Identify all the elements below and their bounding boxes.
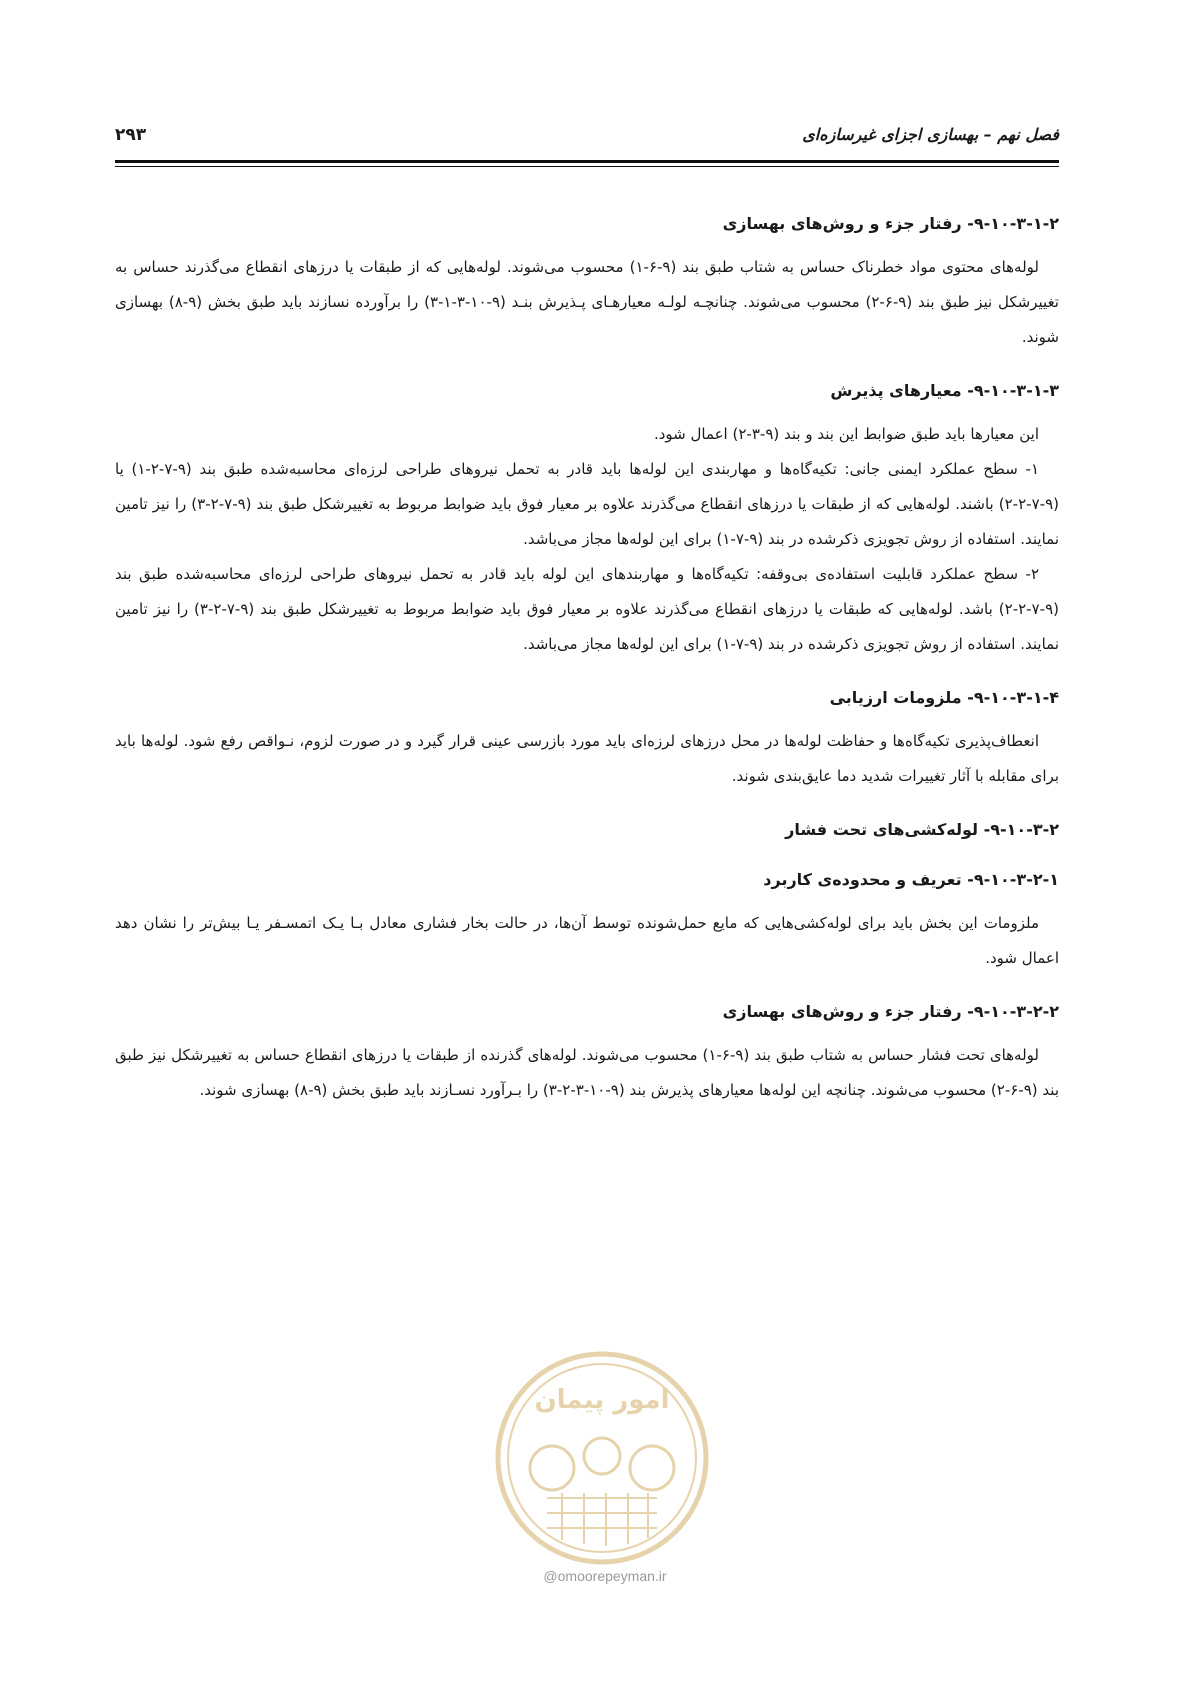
header-rule-thick [115,160,1059,163]
section-heading: ۹-۱۰-۳-۱-۴- ملزومات ارزیابی [829,688,1059,707]
watermark-seal-icon [492,1348,712,1568]
page-header [115,125,1059,155]
paragraph: ملزومات این بخش باید برای لوله‌کشی‌هایی که مایع حمل‌شونده توسط آن‌ها، در حالت بخار فشاری معادل بـا یـک اتمسـفر یـا بیش‌تر را نشان دهد اعمال شود. [115,914,1059,967]
section-heading: ۹-۱۰-۳-۲-۱- تعریف و محدوده‌ی کاربرد [763,870,1059,889]
section-heading: ۹-۱۰-۳-۲-۲- رفتار جزء و روش‌های بهسازی [722,1002,1059,1021]
paragraph: انعطاف‌پذیری تکیه‌گاه‌ها و حفاظت لوله‌ها در محل درزهای لرزه‌ای باید مورد بازرسی عینی قرار گیرد و در صورت لزوم، نـواقص رفع شود. لوله‌ها باید برای مقابله با آثار تغییرات شدید دما عایق‌بندی شوند. [115,732,1059,785]
paragraph: ۱- سطح عملکرد ایمنی جانی: تکیه‌گاه‌ها و مهاربندی این لوله‌ها باید قادر به تحمل نیروهای طراحی لرزه‌ای محاسبه‌شده طبق بند (۹-۷-۲-۱) یا (۹-۷-۲-۲) باشند. لوله‌هایی که از طبقات یا درزهای انقطاع می‌گذرند علاوه بر معیار فوق باید ضوابط مربوط به تغییرشکل طبق بند (۹-۷-۲-۳) را نیز تامین نمایند. استفاده از روش تجویزی ذکرشده در بند (۹-۷-۱) برای این لوله‌ها مجاز می‌باشد. [115,460,1059,548]
section-heading: ۹-۱۰-۳-۲- لوله‌کشی‌های تحت فشار [785,820,1059,839]
paragraph: ۲- سطح عملکرد قابلیت استفاده‌ی بی‌وقفه: تکیه‌گاه‌ها و مهاربندهای این لوله باید قادر به تحمل نیروهای طراحی لرزه‌ای محاسبه‌شده طبق بند (۹-۷-۲-۲) باشد. لوله‌هایی که طبقات یا درزهای انقطاع می‌گذرند علاوه بر معیار فوق باید ضوابط مربوط به تغییرشکل طبق بند (۹-۷-۲-۳) را نیز تامین نمایند. استفاده از روش تجویزی ذکرشده در بند (۹-۷-۱) برای این لوله‌ها مجاز می‌باشد. [115,565,1059,653]
watermark-url-text: omoorepeyman.ir [557,1568,667,1584]
paragraph: لوله‌های محتوی مواد خطرناک حساس به شتاب طبق بند (۹-۶-۱) محسوب می‌شوند. لوله‌هایی که از طبقات یا درزهای انقطاع می‌گذرند حساس به تغییرشکل نیز طبق بند (۹-۶-۲) محسوب می‌شوند. چنانچـه لولـه معیارهـای پـذیرش بنـد (۹-۱۰-۳-۱-۳) را برآورده نسازند باید طبق بخش (۹-۸) بهسازی شوند. [115,258,1059,346]
paragraph: لوله‌های تحت فشار حساس به شتاب طبق بند (۹-۶-۱) محسوب می‌شوند. لوله‌های گذرنده از طبقات یا درزهای انقطاع حساس به تغییرشکل نیز طبق بند (۹-۶-۲) محسوب می‌شوند. چنانچه این لوله‌ها معیارهای پذیرش بند (۹-۱۰-۳-۲-۳) را بـرآورد نسـازند باید طبق بخش (۹-۸) بهسازی شوند. [115,1046,1059,1099]
watermark-seal-text: امور پیمان [534,1385,670,1415]
watermark-url: @omoorepeyman.ir [543,1568,667,1584]
page-body [115,210,1059,1108]
chapter-title: فصل نهم – بهسازی اجزای غیرسازه‌ای [802,125,1059,144]
section-heading: ۹-۱۰-۳-۱-۲- رفتار جزء و روش‌های بهسازی [722,214,1059,233]
page-number: ۲۹۳ [115,125,147,145]
paragraph: این معیارها باید طبق ضوابط این بند و بند (۹-۳-۲) اعمال شود. [653,425,1039,443]
header-rule-thin [115,166,1059,167]
section-heading: ۹-۱۰-۳-۱-۳- معیارهای پذیرش [830,381,1059,400]
